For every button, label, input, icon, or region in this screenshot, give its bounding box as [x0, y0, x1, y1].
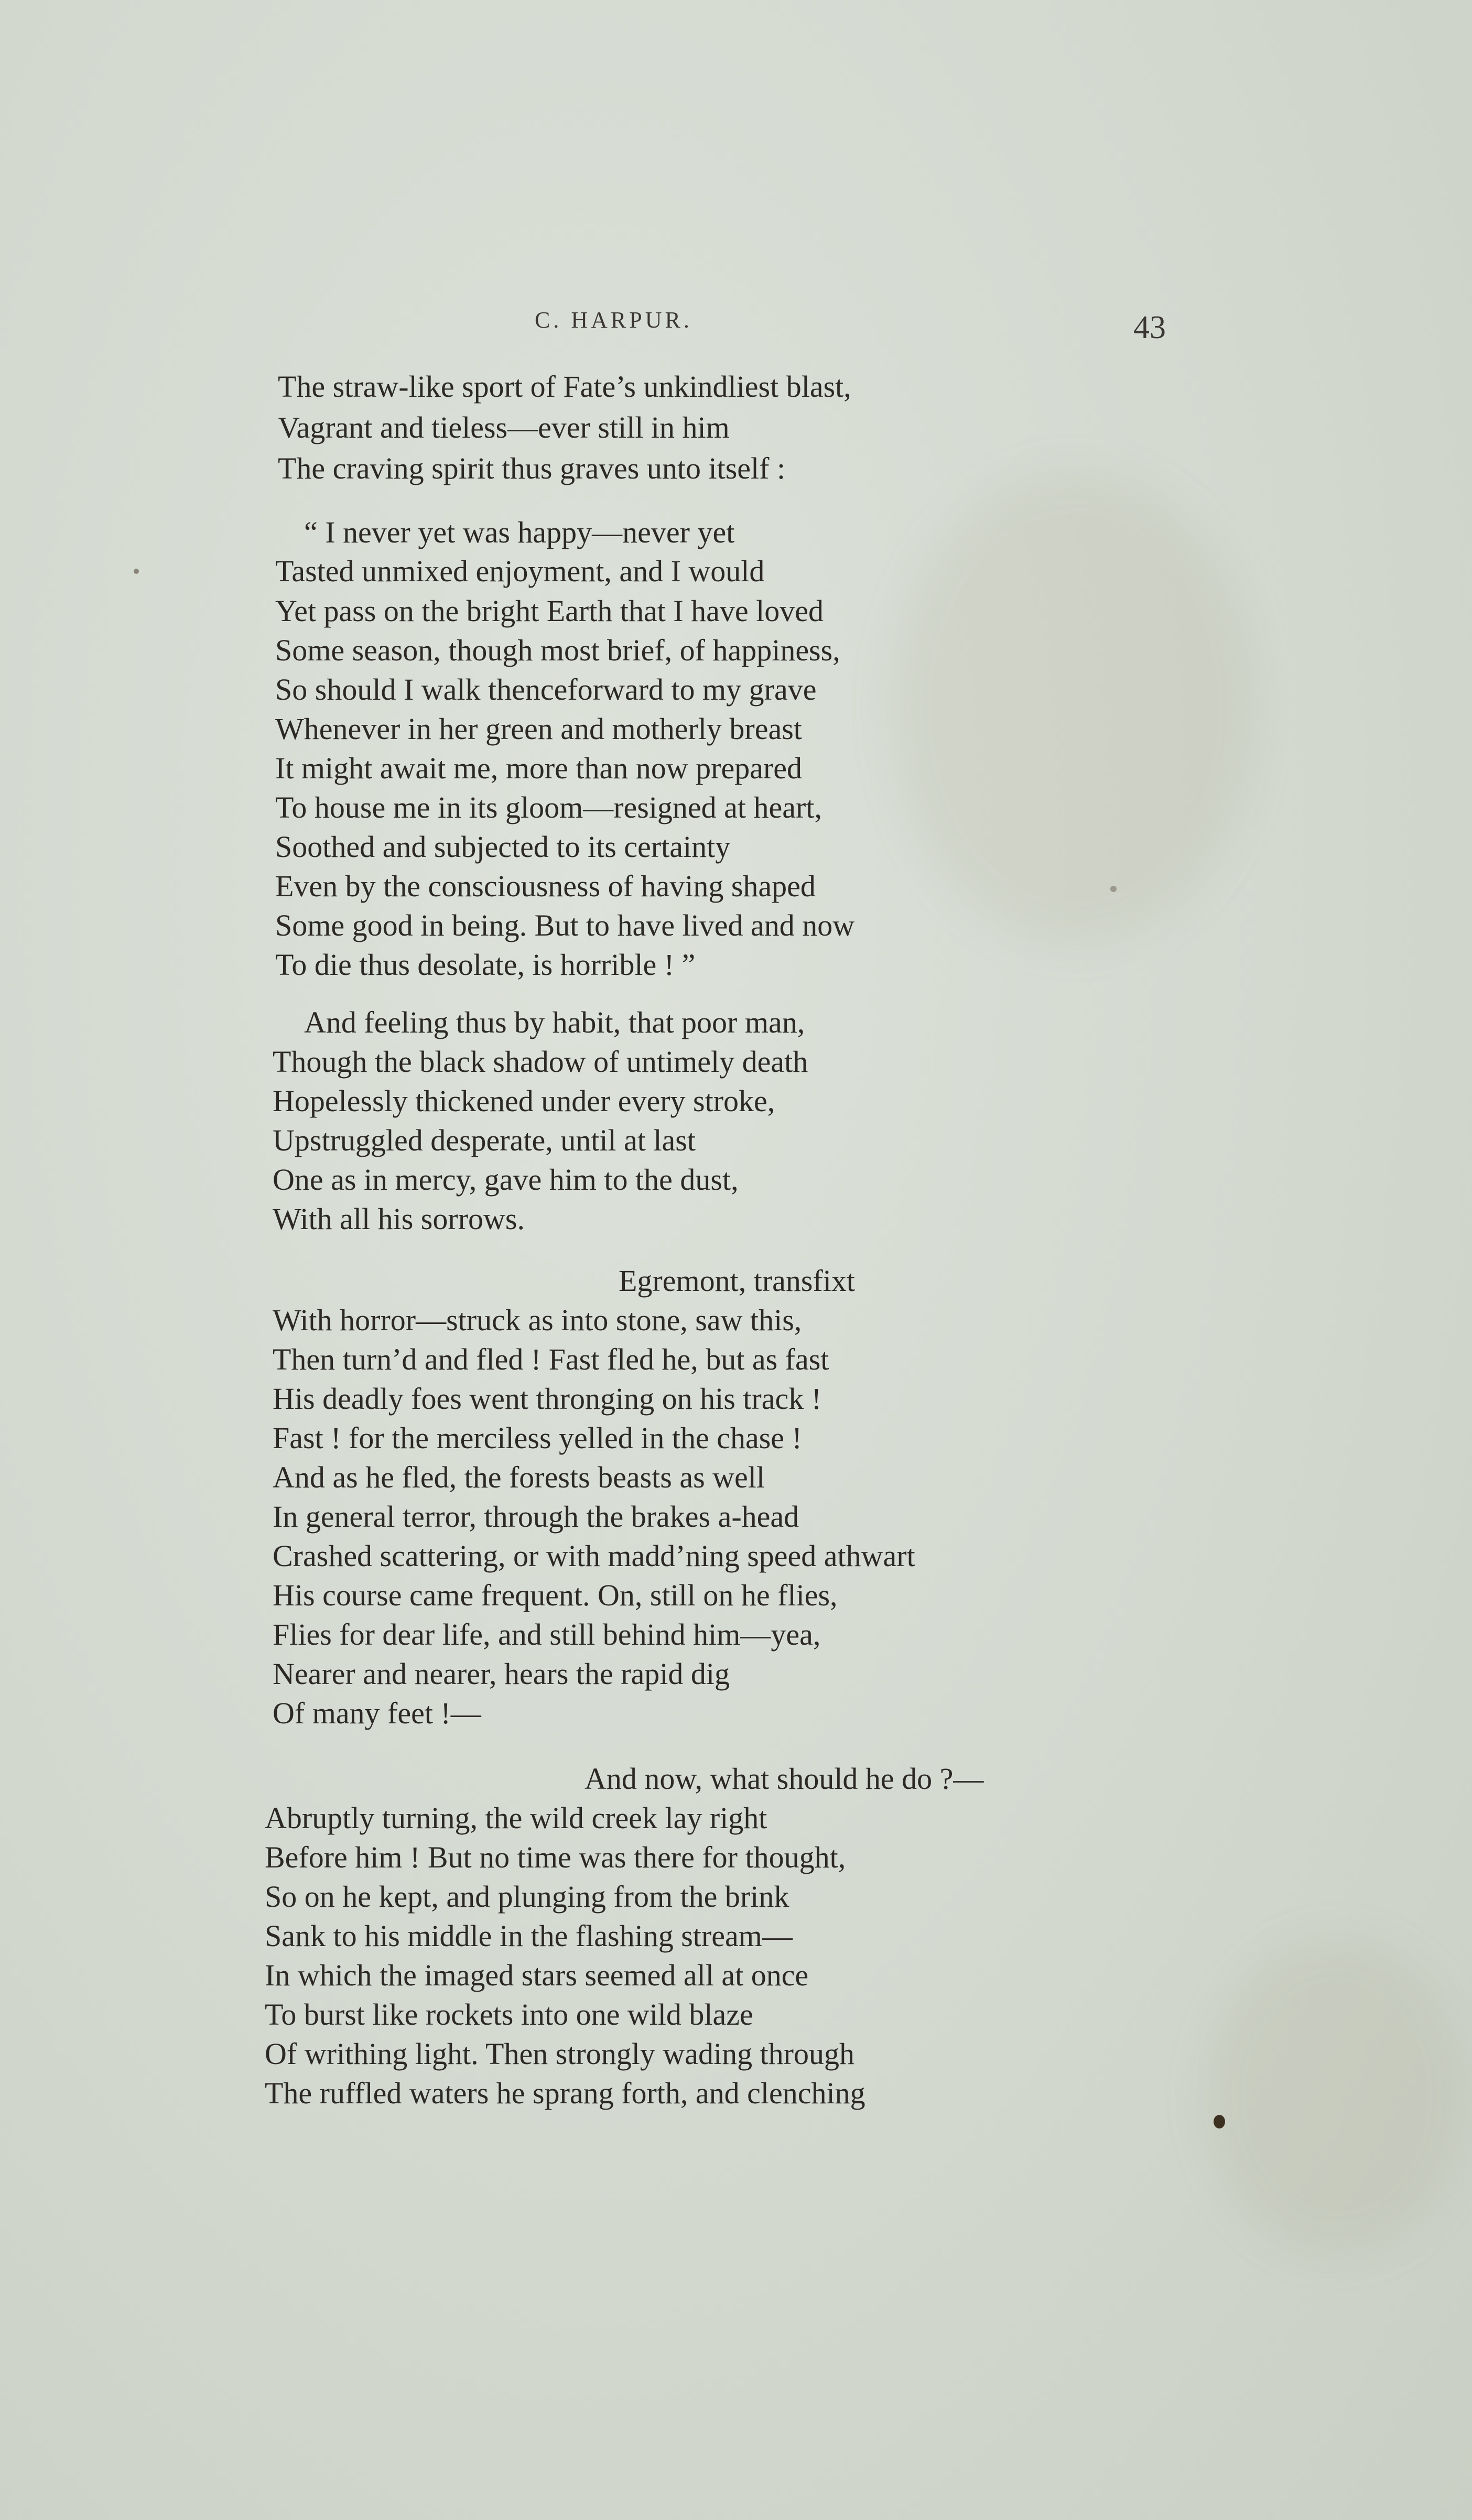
poem-line: So on he kept, and plunging from the brink: [265, 1880, 789, 1914]
poem-line: Sank to his middle in the flashing stream—: [265, 1919, 793, 1953]
poem-line: The straw-like sport of Fate’s unkindliest blast,: [278, 370, 851, 404]
poem-line: Soothed and subjected to its certainty: [275, 830, 731, 864]
poem-line: With all his sorrows.: [273, 1202, 525, 1236]
poem-line: One as in mercy, gave him to the dust,: [273, 1163, 739, 1197]
page-number: 43: [1133, 310, 1166, 345]
poem-line: Then turn’d and fled ! Fast fled he, but as fast: [273, 1342, 829, 1376]
poem-line: Upstruggled desperate, until at last: [273, 1123, 696, 1157]
poem-line: It might await me, more than now prepared: [275, 751, 803, 785]
poem-line: Before him ! But no time was there for thought,: [265, 1840, 846, 1874]
poem-line: The ruffled waters he sprang forth, and clenching: [265, 2076, 865, 2110]
poem-line: Even by the consciousness of having shaped: [275, 869, 816, 903]
poem-line: His deadly foes went thronging on his track !: [273, 1382, 822, 1416]
poem-line: And now, what should he do ?—: [585, 1762, 984, 1796]
poem-line: Of writhing light. Then strongly wading through: [265, 2037, 854, 2071]
poem-line: Vagrant and tieless—ever still in him: [278, 410, 730, 444]
poem-line: Abruptly turning, the wild creek lay right: [265, 1801, 767, 1835]
poem-line: Egremont, transfixt: [619, 1264, 856, 1298]
poem-line: Tasted unmixed enjoyment, and I would: [275, 554, 765, 588]
poem-line: Yet pass on the bright Earth that I have loved: [275, 594, 824, 628]
poem-line: His course came frequent. On, still on he flies,: [273, 1578, 838, 1612]
ink-speck: [134, 569, 139, 574]
poem-line: The craving spirit thus graves unto itself :: [278, 451, 786, 485]
poem-line: “ I never yet was happy—never yet: [304, 515, 735, 549]
poem-line: Crashed scattering, or with madd’ning speed athwart: [273, 1539, 915, 1573]
running-title: C. HARPUR.: [535, 307, 692, 333]
poem-line: To house me in its gloom—resigned at heart,: [275, 790, 822, 824]
poem-line: Nearer and nearer, hears the rapid dig: [273, 1657, 730, 1691]
poem-line: Some good in being. But to have lived and now: [275, 908, 855, 942]
poem-line: Though the black shadow of untimely death: [273, 1045, 808, 1079]
poem-line: And feeling thus by habit, that poor man,: [304, 1005, 805, 1039]
poem-line: Some season, though most brief, of happiness,: [275, 633, 840, 667]
poem-line: With horror—struck as into stone, saw this,: [273, 1303, 802, 1337]
poem-line: Hopelessly thickened under every stroke,: [273, 1084, 775, 1118]
ink-speck: [1214, 2115, 1225, 2128]
ink-speck: [1110, 886, 1117, 892]
poem-line: In which the imaged stars seemed all at once: [265, 1958, 809, 1992]
poem-line: To burst like rockets into one wild blaze: [265, 1997, 753, 2032]
poem-line: To die thus desolate, is horrible ! ”: [275, 948, 696, 982]
poem-line: Flies for dear life, and still behind him—yea,: [273, 1617, 821, 1652]
poem-line: So should I walk thenceforward to my grave: [275, 672, 817, 707]
poem-line: And as he fled, the forests beasts as well: [273, 1460, 765, 1494]
poem-line: Of many feet !—: [273, 1696, 481, 1730]
poem-line: Fast ! for the merciless yelled in the chase !: [273, 1421, 802, 1455]
poem-line: Whenever in her green and motherly breast: [275, 712, 802, 746]
poem-line: In general terror, through the brakes a-head: [273, 1500, 799, 1534]
